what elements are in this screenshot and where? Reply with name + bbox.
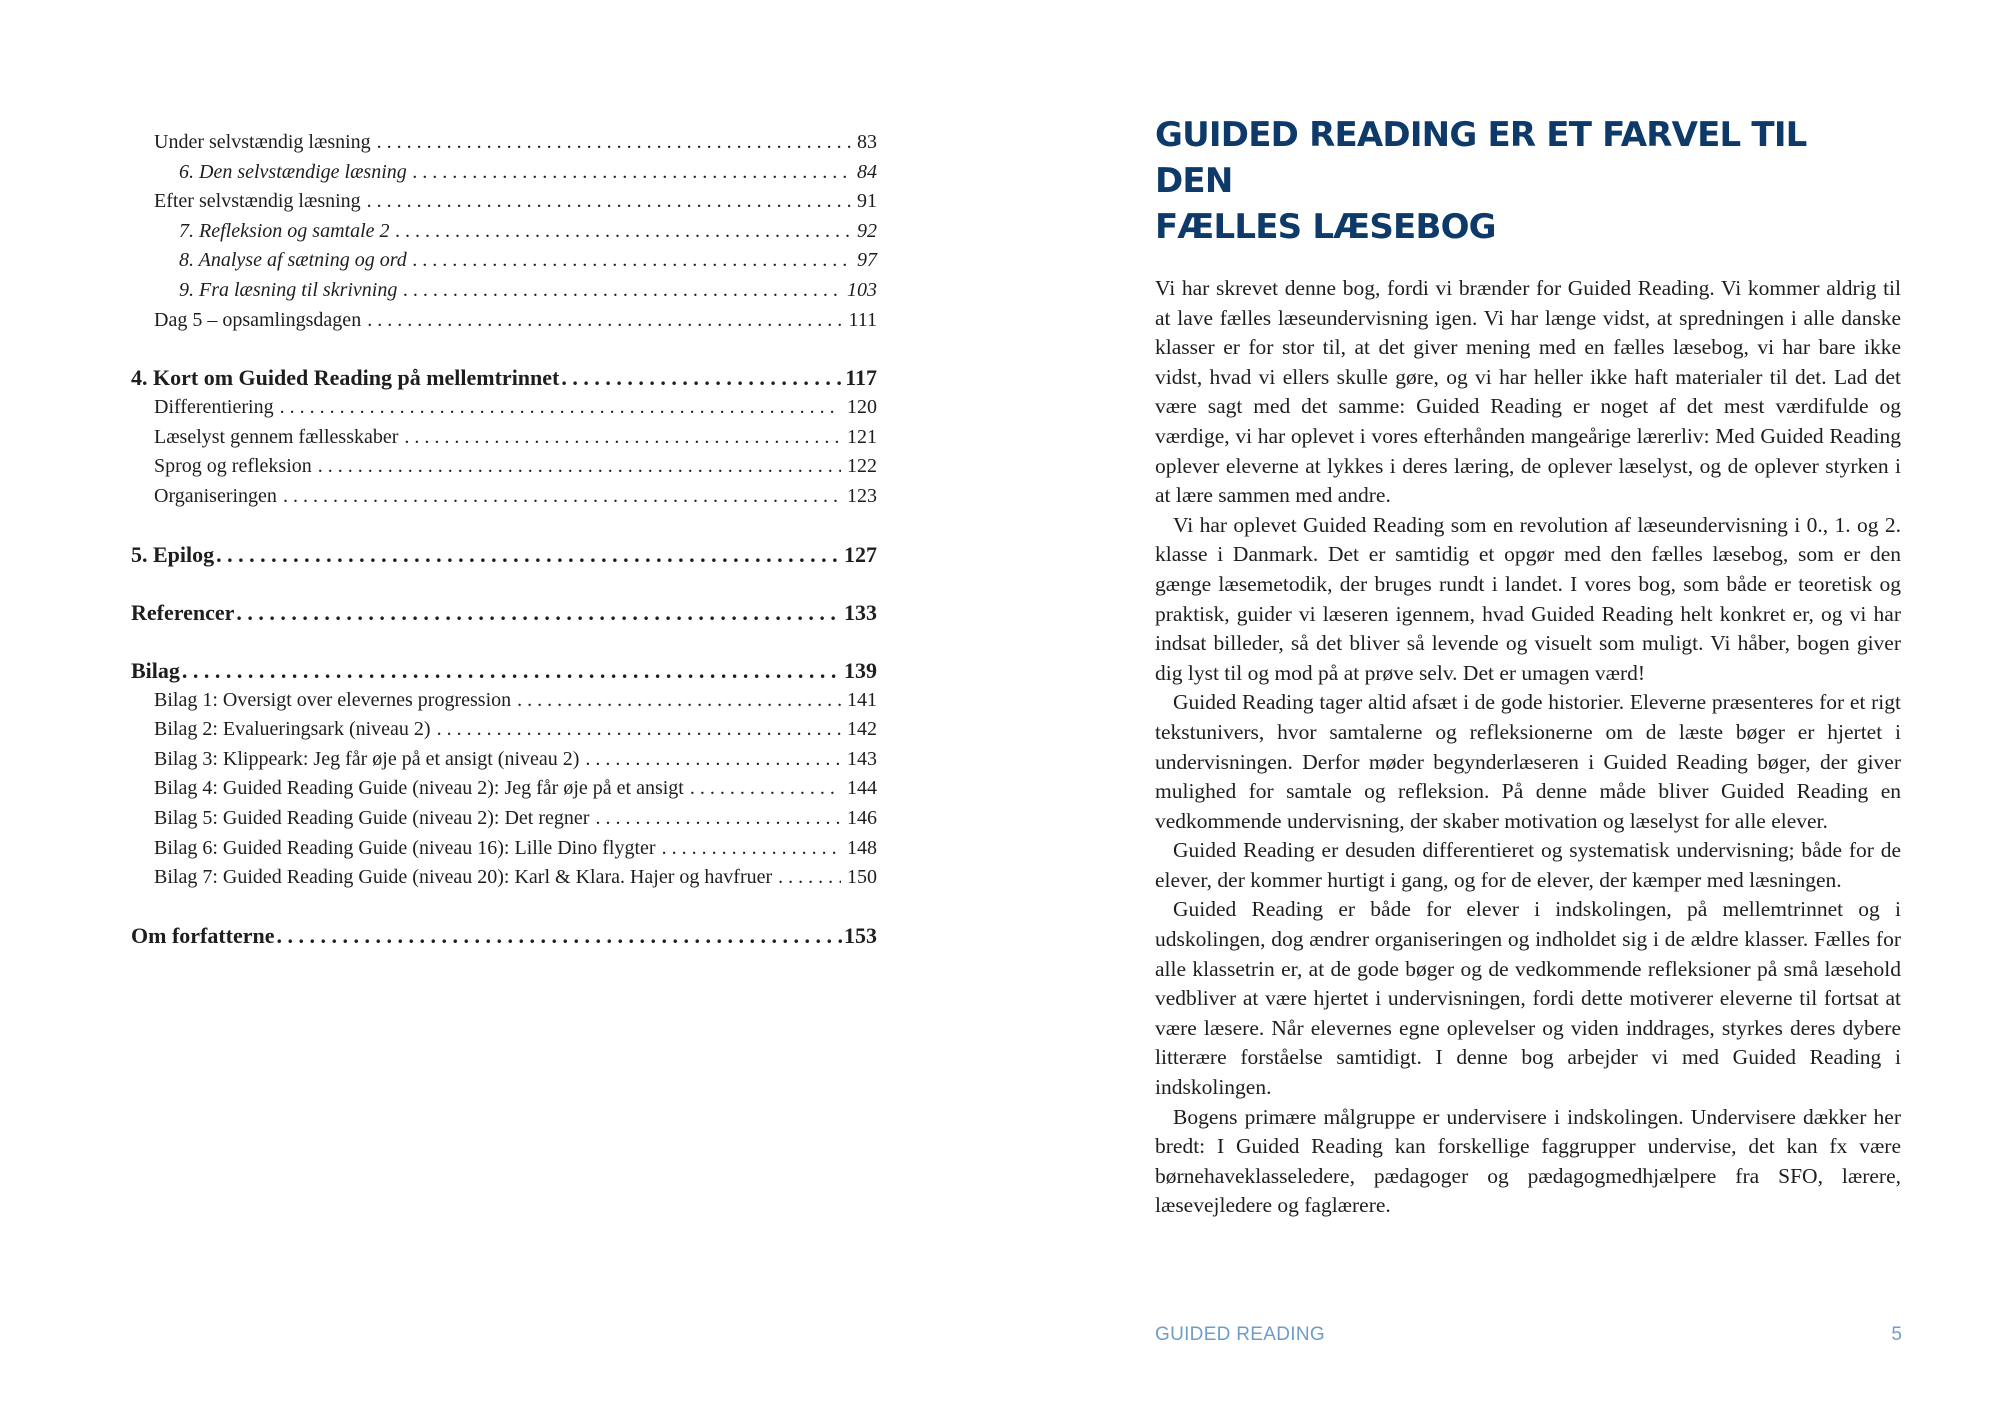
- body-text: [1155, 274, 1901, 1221]
- body-paragraph: Bogens primære målgruppe er undervisere i indskolingen. Undervisere dækker her bredt: I Guided Reading kan forskellige faggrupper undervise, det kan fx være børnehaveklasseledere, pædagoger og pædagogmedhjælpere fra SFO, lærere, læsevejledere og faglærere.: [1155, 1104, 1901, 1218]
- toc-entry-title: Organiseringen: [154, 484, 277, 507]
- toc-entry[interactable]: [131, 217, 877, 247]
- toc-entry-title: 6. Den selvstændige læsning: [179, 160, 407, 183]
- toc-leader-dots: [277, 921, 842, 951]
- toc-chapter-page: 153: [844, 922, 877, 948]
- toc-chapter-title: Bilag: [131, 657, 180, 683]
- toc-entry-page: 144: [847, 777, 877, 800]
- section-heading: [1155, 112, 1895, 250]
- toc-leader-dots: [396, 217, 851, 247]
- toc-leader-dots: [377, 128, 851, 158]
- toc-leader-dots: [403, 276, 841, 306]
- toc-leader-dots: [690, 774, 841, 804]
- body-paragraph: Guided Reading tager altid afsæt i de gode historier. Eleverne præsenteres for et rigt tekstunivers, hvor samtalerne og refleksionerne om de læste bøger er hjertet i undervisningen. Derfor møder begynderlæseren i Guided Reading bøger, der giver mulighed for samtale og refleksion. På denne måde bliver Guided Reading en vedkommende undervisning, der skaber motivation og læselyst for alle elever.: [1155, 690, 1901, 833]
- toc-entry-page: 103: [847, 278, 877, 301]
- toc-entry-page: 83: [857, 131, 877, 153]
- toc-leader-dots: [778, 863, 841, 893]
- toc-entry-title: Bilag 7: Guided Reading Guide (niveau 20): Karl & Klara. Hajer og havfruer: [154, 866, 773, 889]
- toc-entry[interactable]: [131, 246, 877, 276]
- toc-leader-dots: [561, 363, 843, 393]
- toc-entry[interactable]: [131, 745, 877, 775]
- toc-entry-page: 92: [857, 219, 877, 242]
- toc-entry[interactable]: [131, 306, 877, 336]
- toc-leader-dots: [437, 715, 841, 745]
- toc-chapter[interactable]: [131, 598, 877, 628]
- body-paragraph: Vi har oplevet Guided Reading som en revolution af læseundervisning i 0., 1. og 2. klasse i Danmark. Det er samtidig et opgør med den fælles læsebog, som er den gænge læsemetodik, der bruges rundt i landet. I vores bog, som både er teoretisk og praktisk, guider vi læseren igennem, hvad Guided Reading helt konkret er, og vi har indsat billeder, så det bliver så levende og visuelt som muligt. Vi håber, bogen giver dig lyst til og mod på at prøve selv. Det er umagen værd!: [1155, 512, 1901, 685]
- toc-chapter[interactable]: [131, 363, 877, 393]
- toc-entry-page: 146: [847, 806, 877, 829]
- toc-entry[interactable]: [131, 834, 877, 864]
- toc-chapter[interactable]: [131, 921, 877, 951]
- toc-entry-page: 143: [847, 747, 877, 770]
- toc-chapter-title: Referencer: [131, 599, 235, 625]
- toc-entry-page: 122: [847, 455, 877, 478]
- toc-entry[interactable]: [131, 715, 877, 745]
- toc-chapter-title: Om forfatterne: [131, 922, 275, 948]
- toc-entry-title: Sprog og refleksion: [154, 455, 312, 478]
- toc-entry-page: 148: [847, 836, 877, 859]
- toc-entry[interactable]: [131, 686, 877, 716]
- toc-entry-page: 142: [847, 718, 877, 741]
- toc-entry-title: Bilag 3: Klippeark: Jeg får øje på et ansigt (niveau 2): [154, 747, 580, 770]
- toc-leader-dots: [367, 187, 851, 217]
- toc-entry-title: Differentiering: [154, 396, 274, 419]
- toc-entry[interactable]: [131, 804, 877, 834]
- table-of-contents: [131, 128, 877, 951]
- toc-entry[interactable]: [131, 452, 877, 482]
- toc-entry[interactable]: [131, 482, 877, 512]
- toc-chapter-page: 139: [844, 657, 877, 683]
- toc-entry[interactable]: [131, 863, 877, 893]
- toc-entry-page: 141: [847, 688, 877, 711]
- toc-entry-title: Dag 5 – opsamlingsdagen: [154, 308, 362, 331]
- toc-chapter-page: 127: [844, 541, 877, 567]
- toc-entry-title: Under selvstændig læsning: [154, 131, 371, 153]
- right-page: [1004, 0, 2008, 1417]
- toc-entry-title: Bilag 2: Evalueringsark (niveau 2): [154, 718, 431, 741]
- toc-entry-page: 97: [857, 249, 877, 272]
- toc-entry-page: 121: [847, 425, 877, 448]
- toc-leader-dots: [404, 423, 841, 453]
- toc-leader-dots: [318, 452, 841, 482]
- toc-leader-dots: [413, 246, 851, 276]
- toc-entry-page: 84: [857, 160, 877, 183]
- body-paragraph: Vi har skrevet denne bog, fordi vi brænder for Guided Reading. Vi kommer aldrig til at lave fælles læseundervisning igen. Vi har længe vidst, at spredningen i alle danske klasser er for stor til, at det giver mening med en fælles læsebog, vi har bare ikke vidst, hvad vi ellers skulle gøre, og vi har heller ikke haft materialer til det. Lad det være sagt med det samme: Guided Reading er noget af det mest værdifulde og værdige, vi har oplevet i vores efterhånden mangeårige lærerliv: Med Guided Reading oplever eleverne at lykkes i deres læring, de oplever læselyst, og de oplever styrken i at lære sammen med andre.: [1155, 276, 1901, 508]
- toc-entry-title: Læselyst gennem fællesskaber: [154, 425, 399, 448]
- toc-entry-page: 111: [848, 308, 877, 331]
- toc-entry-title: Efter selvstændig læsning: [154, 190, 361, 213]
- toc-entry[interactable]: [131, 774, 877, 804]
- toc-entry-title: 7. Refleksion og samtale 2: [179, 219, 390, 242]
- toc-chapter[interactable]: [131, 540, 877, 570]
- toc-entry[interactable]: [131, 423, 877, 453]
- toc-chapter[interactable]: [131, 656, 877, 686]
- toc-entry[interactable]: [131, 187, 877, 217]
- toc-entry-title: Bilag 5: Guided Reading Guide (niveau 2): Det regner: [154, 806, 590, 829]
- toc-chapter-page: 117: [845, 365, 877, 391]
- toc-chapter-title: 4. Kort om Guided Reading på mellemtrinnet: [131, 365, 560, 391]
- toc-chapter-page: 133: [844, 599, 877, 625]
- toc-entry[interactable]: [131, 393, 877, 423]
- toc-entry-page: 123: [847, 484, 877, 507]
- toc-leader-dots: [182, 656, 842, 686]
- body-paragraph: Guided Reading er både for elever i indskolingen, på mellemtrinnet og i udskolingen, dog ændrer organiseringen og indholdet sig i de ældre klasser. Fælles for alle klassetrin er, at de gode bøger og de vedkommende refleksioner på små læsehold vedbliver at være hjertet i undervisningen, fordi dette motiverer eleverne til fortsat at være læsere. Når elevernes egne oplevelser og viden inddrages, styrkes deres dybere litterære forståelse samtidigt. I denne bog arbejder vi med Guided Reading i indskolingen.: [1155, 897, 1901, 1100]
- toc-entry[interactable]: [131, 276, 877, 306]
- toc-entry-title: Bilag 1: Oversigt over elevernes progression: [154, 688, 512, 711]
- running-footer-title: GUIDED READING: [1155, 1324, 1325, 1345]
- toc-entry-title: 9. Fra læsning til skrivning: [179, 278, 398, 301]
- toc-chapter-title: 5. Epilog: [131, 541, 215, 567]
- toc-leader-dots: [280, 393, 841, 423]
- toc-leader-dots: [413, 158, 851, 188]
- toc-entry-page: 150: [847, 866, 877, 889]
- toc-leader-dots: [585, 745, 841, 775]
- toc-leader-dots: [236, 598, 842, 628]
- section-heading-line-1: GUIDED READING ER ET FARVEL TIL DEN: [1155, 115, 1807, 201]
- page-number: 5: [1891, 1324, 1902, 1345]
- toc-leader-dots: [662, 834, 841, 864]
- toc-leader-dots: [367, 306, 842, 336]
- toc-leader-dots: [595, 804, 841, 834]
- toc-leader-dots: [283, 482, 841, 512]
- toc-leader-dots: [517, 686, 841, 716]
- body-paragraph: Guided Reading er desuden differentieret og systematisk undervisning; både for de elever, der kommer hurtigt i gang, og for de elever, der kæmper med læsningen.: [1155, 838, 1901, 892]
- toc-leader-dots: [216, 540, 842, 570]
- toc-entry[interactable]: [131, 128, 877, 158]
- toc-entry-title: 8. Analyse af sætning og ord: [179, 249, 407, 272]
- toc-entry-title: Bilag 4: Guided Reading Guide (niveau 2): Jeg får øje på et ansigt: [154, 777, 684, 800]
- section-heading-line-2: FÆLLES LÆSEBOG: [1155, 207, 1496, 247]
- toc-entry-page: 91: [857, 190, 877, 213]
- toc-entry[interactable]: [131, 158, 877, 188]
- toc-entry-title: Bilag 6: Guided Reading Guide (niveau 16): Lille Dino flygter: [154, 836, 656, 859]
- toc-entry-page: 120: [847, 396, 877, 419]
